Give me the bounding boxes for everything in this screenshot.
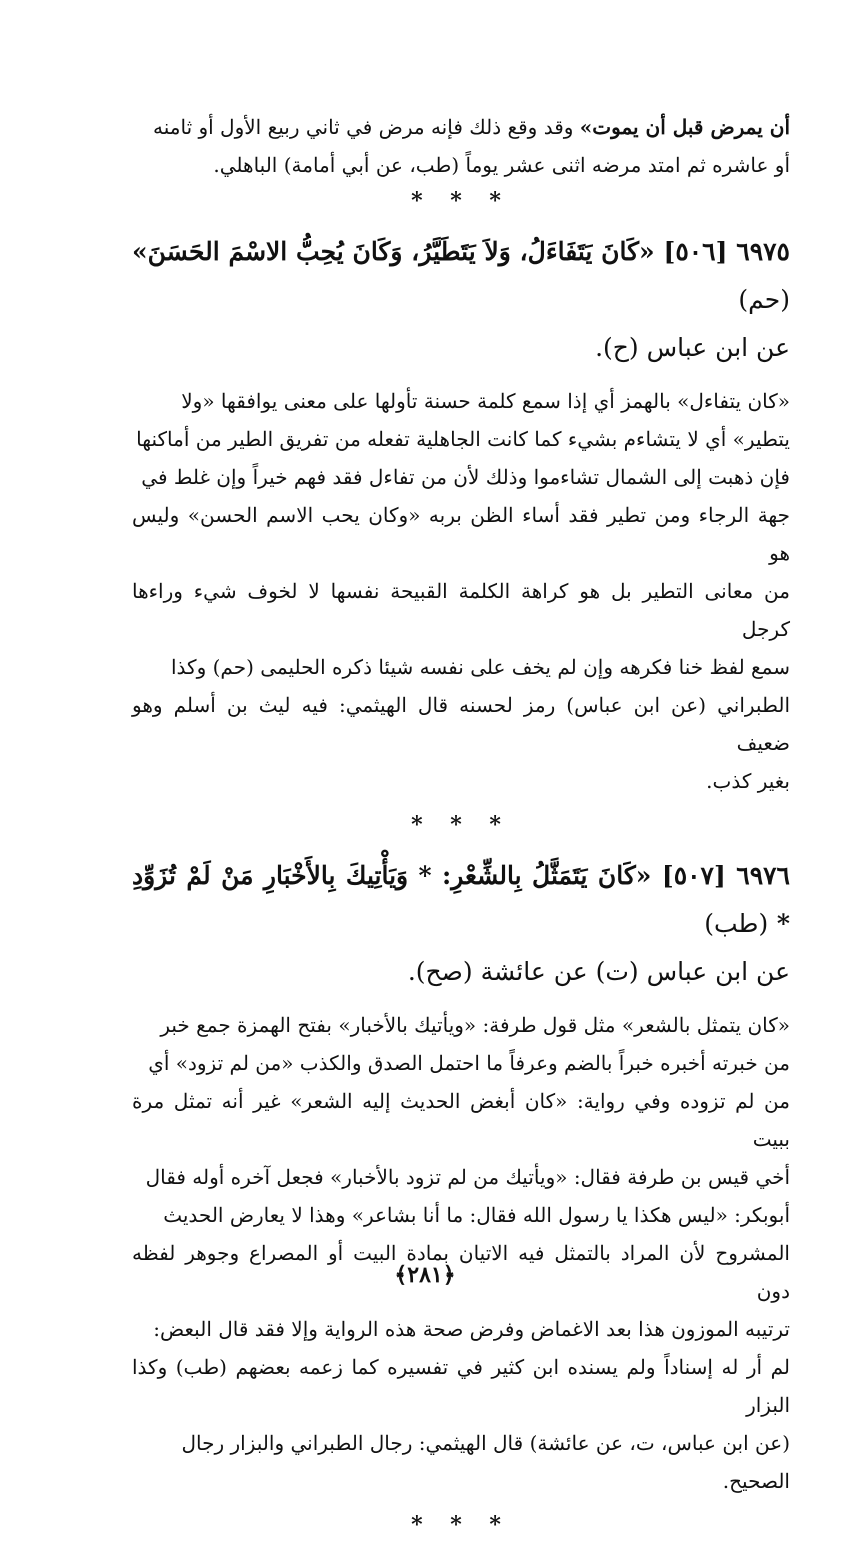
- separator: * * *: [411, 812, 511, 838]
- hadith-text: «كَانَ يَتَفَاءَلُ، وَلاَ يَتَطَيَّرُ، وَكَانَ يُحِبُّ الاسْمَ الحَسَنَ»: [132, 237, 655, 266]
- hadith-6975: [132, 228, 790, 372]
- page-body: [132, 108, 790, 1552]
- separator: * * *: [411, 1512, 511, 1538]
- hadith-source: (طب): [704, 909, 769, 938]
- hadith-number: ٦٩٧٥ [٥٠٦]: [663, 237, 790, 266]
- intro-line-2: أو عاشره ثم امتد مرضه اثنى عشر يوماً (طب، عن أبي أمامة) الباهلي.: [213, 153, 790, 177]
- hadith-text: «كَانَ يَتَمَثَّلُ بِالشِّعْرِ: * وَيَأْتِيكَ بِالأَخْبَارِ مَنْ لَمْ تُزَوِّدِ *: [132, 861, 790, 938]
- commentary-6976: «كان يتمثل بالشعر» مثل قول طرفة: «ويأتيك بالأخبار» بفتح الهمزة جمع خبر من خبرته أخبره خبراً بالضم وعرفاً ما احتمل الصدق والكذب «من لم تزود» أي من لم تزوده وفي رواية: «كان أبغض الحديث إليه الشعر» غير أنه تمثل مرة ببيت أخي قيس بن طرفة فقال: «ويأتيك من لم تزود بالأخبار» فجعل آخره أوله فقال أبوبكر: «ليس هكذا يا رسول الله فقال: ما أنا بشاعر» وهذا لا يعارض الحديث المشروح لأن المراد بالتمثل فيه الاتيان بمادة البيت أو المصراع وجوهر لفظه دون ترتيبه الموزون هذا بعد الاغماض وفرض صحة هذه الرواية وإلا فقد قال البعض: لم أر له إسناداً ولم يسنده ابن كثير في تفسيره كما زعمه بعضهم (طب) وكذا البزار (عن ابن عباس، ت، عن عائشة) قال الهيثمي: رجال الطبراني والبزار رجال الصحيح.: [132, 1013, 790, 1493]
- intro-line-1: أن يمرض قبل أن يموت» وقد وقع ذلك فإنه مرض في ثاني ربيع الأول أو ثامنه: [153, 115, 790, 139]
- hadith-6976: [132, 852, 790, 996]
- page-number: ﴿٢٨١﴾: [394, 1262, 456, 1288]
- separator: * * *: [411, 188, 511, 214]
- commentary-6975: «كان يتفاءل» بالهمز أي إذا سمع كلمة حسنة تأولها على معنى يوافقها «ولا يتطير» أي لا يتشاءم بشيء كما كانت الجاهلية تفعله من تفريق الطير من أماكنها فإن ذهبت إلى الشمال تشاءموا وذلك لأن من تفاءل فقد فهم خيراً وإن غلط في جهة الرجاء ومن تطير فقد أساء الظن بربه «وكان يحب الاسم الحسن» وليس هو من معانى التطير بل هو كراهة الكلمة القبيحة نفسها لا لخوف شيء وراءها كرجل سمع لفظ خنا فكرهه وإن لم يخف على نفسه شيئا ذكره الحليمى (حم) وكذا الطبراني (عن ابن عباس) رمز لحسنه قال الهيثمي: فيه ليث بن أسلم وهو ضعيف بغير كذب.: [132, 389, 790, 793]
- hadith-number: ٦٩٧٦ [٥٠٧]: [661, 861, 790, 890]
- hadith-narrator: عن ابن عباس (ت) عن عائشة (صح).: [407, 957, 790, 986]
- intro-paragraph: [132, 108, 790, 184]
- hadith-source: (حم): [738, 285, 790, 314]
- hadith-narrator: عن ابن عباس (ح).: [595, 333, 790, 362]
